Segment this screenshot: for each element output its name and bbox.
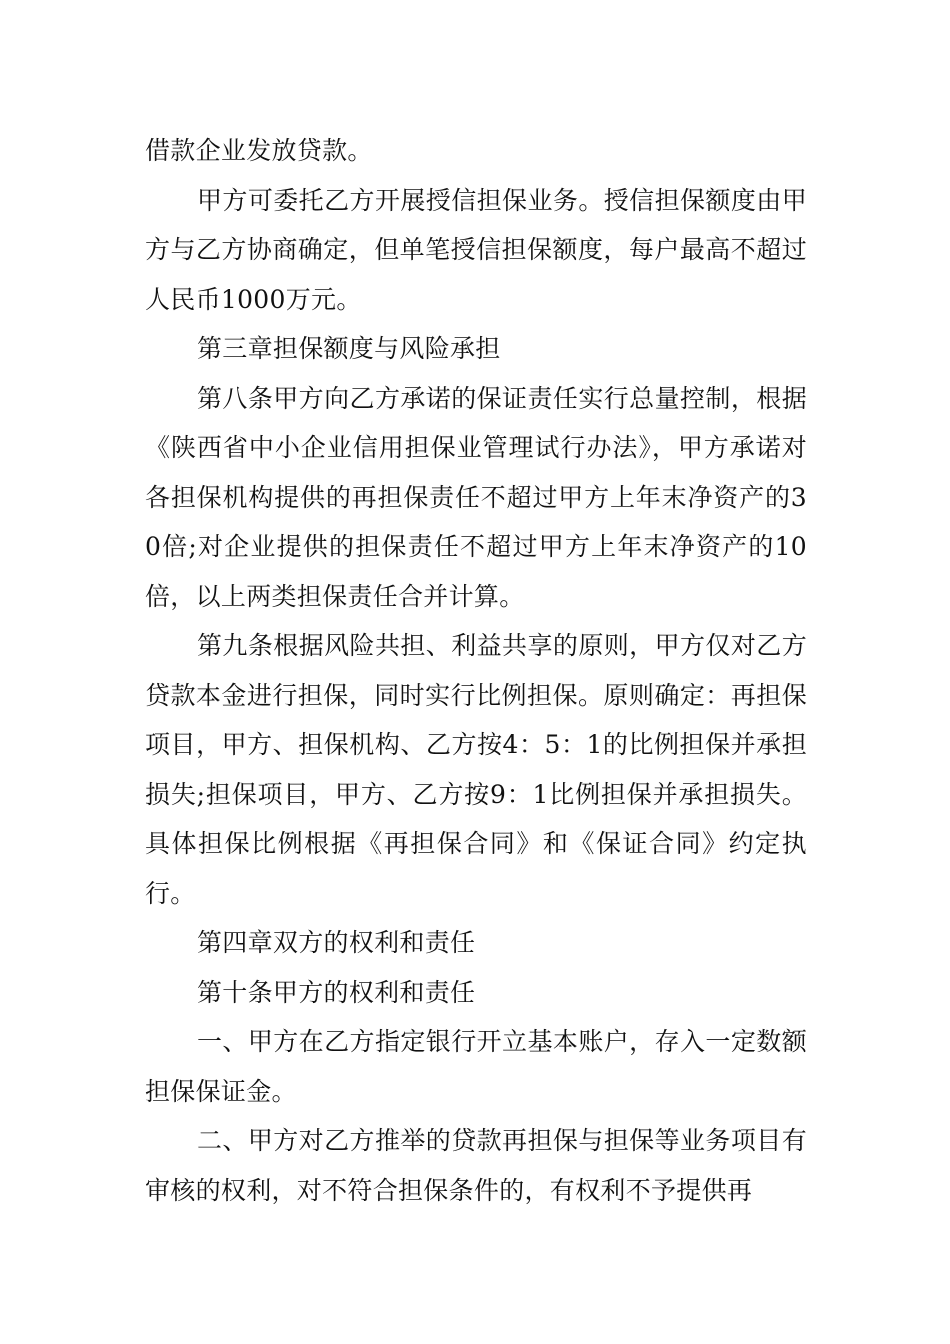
document-body	[145, 126, 807, 1215]
article-10-item-1: 一、甲方在乙方指定银行开立基本账户，存入一定数额担保保证金。	[145, 1027, 807, 1106]
article-10-heading: 第十条甲方的权利和责任	[197, 977, 476, 1007]
paragraph-1: 借款企业发放贷款。	[145, 136, 373, 165]
article-8: 第八条甲方向乙方承诺的保证责任实行总量控制，根据《陕西省中小企业信用担保业管理试行办法》，甲方承诺对各担保机构提供的再担保责任不超过甲方上年末净资产的30倍;对企业提供的担保责任不超过甲方上年末净资产的10倍，以上两类担保责任合并计算。	[145, 383, 807, 611]
chapter-3-heading: 第三章担保额度与风险承担	[197, 334, 501, 363]
paragraph-2: 甲方可委托乙方开展授信担保业务。授信担保额度由甲方与乙方协商确定，但单笔授信担保额度，每户最高不超过人民币1000万元。	[145, 185, 807, 314]
article-9: 第九条根据风险共担、利益共享的原则，甲方仅对乙方贷款本金进行担保，同时实行比例担保。原则确定：再担保项目，甲方、担保机构、乙方按4：5：1的比例担保并承担损失;担保项目，甲方、乙方按9：1比例担保并承担损失。具体担保比例根据《再担保合同》和《保证合同》约定执行。	[145, 631, 807, 908]
article-10-item-2: 二、甲方对乙方推举的贷款再担保与担保等业务项目有审核的权利，对不符合担保条件的，有权利不予提供再	[145, 1126, 807, 1205]
chapter-4-heading: 第四章双方的权利和责任	[197, 928, 476, 957]
